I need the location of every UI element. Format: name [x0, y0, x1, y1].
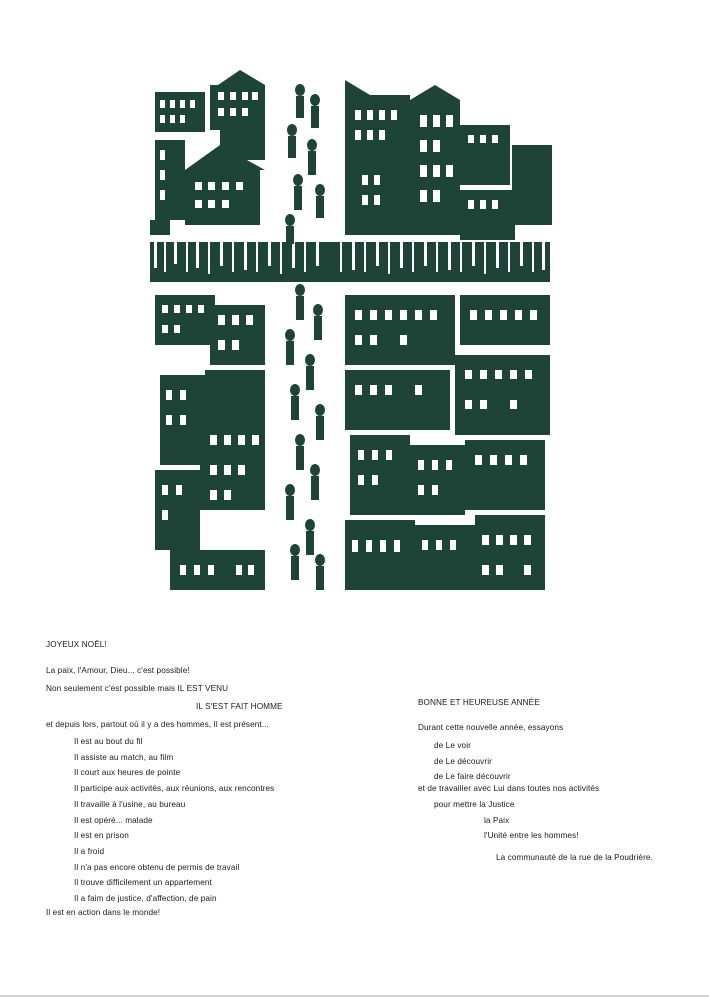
- left-intro-line-2: [46, 683, 228, 694]
- right-intro-block: [418, 722, 563, 733]
- list-item: Il est opéré... malade: [74, 815, 153, 825]
- crowd-vertical: [285, 84, 325, 590]
- page-bottom-edge: [0, 995, 709, 997]
- intro-line: et depuis lors, partout où il y a des hommes, Il est présent...: [46, 720, 269, 729]
- signature-block: [496, 852, 653, 863]
- list-item: de Le découvrir: [434, 756, 492, 766]
- presence-list: [74, 734, 274, 907]
- list-item: Il trouve difficilement un appartement: [74, 878, 212, 888]
- woodcut-illustration: [140, 70, 560, 600]
- body-line: pour mettre la Justice: [434, 800, 515, 809]
- list-item: Il est en prison: [74, 831, 129, 841]
- left-text-block: [46, 639, 107, 650]
- signature: La communauté de la rue de la Poudrière.: [496, 853, 653, 862]
- left-intro-line-1: [46, 665, 190, 676]
- buildings-top-right: [345, 80, 552, 240]
- list-item: Il participe aux activités, aux réunions, aux rencontres: [74, 784, 275, 794]
- right-line-6: [484, 815, 509, 826]
- heading-bonne-annee: BONNE ET HEUREUSE ANNÉE: [418, 698, 540, 707]
- list-item: de Le voir: [434, 741, 471, 750]
- left-closing: [46, 907, 160, 918]
- right-line-4: [418, 783, 599, 794]
- list-item: Il a froid: [74, 846, 105, 856]
- intro-line: Durant cette nouvelle année, essayons: [418, 723, 564, 732]
- resolution-list: [434, 738, 511, 785]
- list-item: Il est au bout du fil: [74, 737, 143, 746]
- heading-joyeux-noel: JOYEUX NOËL!: [46, 640, 107, 649]
- left-intro-line-3: [196, 701, 283, 712]
- list-item: Il n'a pas encore obtenu de permis de travail: [74, 862, 240, 872]
- body-line: et de travailler avec Lui dans toutes nos activités: [418, 784, 600, 793]
- body-line: l'Unité entre les hommes!: [484, 831, 579, 840]
- closing-line: Il est en action dans le monde!: [46, 908, 161, 917]
- right-line-5: [434, 799, 514, 810]
- list-item: Il travaille à l'usine, au bureau: [74, 799, 186, 809]
- intro-line: Non seulement c'est possible mais IL EST VENU: [46, 684, 229, 693]
- list-item: Il a faim de justice, d'affection, de pain: [74, 894, 217, 904]
- right-line-7: [484, 830, 579, 841]
- list-item: Il assiste au match, au film: [74, 752, 174, 762]
- right-heading-block: [418, 697, 540, 708]
- list-item: Il court aux heures de pointe: [74, 768, 181, 778]
- body-line: la Paix: [484, 816, 510, 825]
- intro-line: La paix, l'Amour, Dieu... c'est possible!: [46, 666, 190, 675]
- list-item: de Le faire découvrir: [434, 772, 511, 781]
- intro-line: IL S'EST FAIT HOMME: [196, 702, 283, 711]
- left-intro-line-4: [46, 719, 269, 730]
